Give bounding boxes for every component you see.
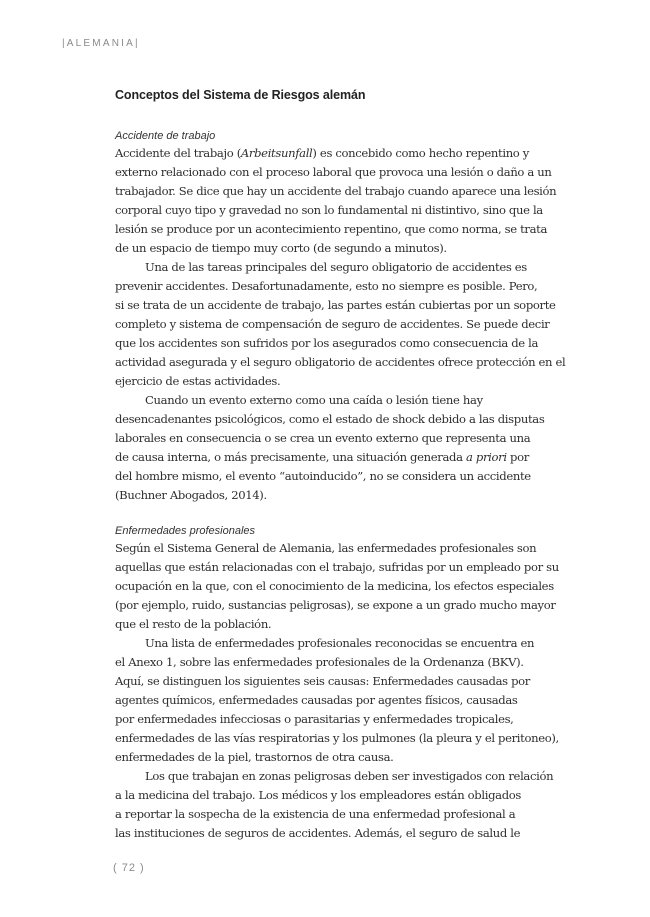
subhead-accidente-de-trabajo: Accidente de trabajo: [115, 130, 216, 142]
paragraph-tareas-seguro: [115, 258, 577, 391]
text-line: Una de las tareas principales del seguro obligatorio de accidentes es: [145, 260, 527, 274]
text-line: (por ejemplo, ruido, sustancias peligrosas), se expone a un grado mucho mayor: [115, 598, 556, 612]
text-line: ejercicio de estas actividades.: [115, 374, 281, 388]
paragraph-zonas-peligrosas: [115, 767, 577, 843]
text-line: de un espacio de tiempo muy corto (de segundo a minutos).: [115, 241, 447, 255]
text-line: aquellas que están relacionadas con el trabajo, sufridas por un empleado por su: [115, 560, 559, 574]
term-arbeitsunfall: Arbeitsunfall: [240, 146, 313, 160]
text-line: ocupación en la que, con el conocimiento de la medicina, los efectos especiales: [115, 579, 554, 593]
paragraph-evento-externo: [115, 391, 577, 505]
text-line: corporal cuyo tipo y gravedad no son lo fundamental ni distintivo, sino que la: [115, 203, 543, 217]
text-line: lesión se produce por un acontecimiento repentino, que como norma, se trata: [115, 222, 548, 236]
text-line: Los que trabajan en zonas peligrosas deben ser investigados con relación: [145, 769, 554, 783]
text-line: Una lista de enfermedades profesionales reconocidas se encuentra en: [145, 636, 535, 650]
subhead-enfermedades-profesionales: Enfermedades profesionales: [115, 525, 256, 537]
text-line: [115, 144, 577, 163]
paragraph-lista-enfermedades: [115, 634, 577, 767]
text-run: de causa interna, o más precisamente, una situación generada: [115, 450, 466, 464]
text-line: externo relacionado con el proceso laboral que provoca una lesión o daño a un: [115, 165, 552, 179]
text-line: agentes químicos, enfermedades causadas por agentes físicos, causadas: [115, 693, 518, 707]
running-head: |ALEMANIA|: [62, 38, 140, 49]
text-line: a reportar la sospecha de la existencia de una enfermedad profesional a: [115, 807, 516, 821]
page-number: ( 72 ): [113, 862, 145, 874]
text-line: que los accidentes son sufridos por los asegurados como consecuencia de la: [115, 336, 539, 350]
text-line: si se trata de un accidente de trabajo, las partes están cubiertas por un soporte: [115, 298, 556, 312]
text-line: el Anexo 1, sobre las enfermedades profesionales de la Ordenanza (BKV).: [115, 655, 524, 669]
text-line: enfermedades de las vías respiratorias y los pulmones (la pleura y el peritoneo),: [115, 731, 559, 745]
text-line: trabajador. Se dice que hay un accidente del trabajo cuando aparece una lesión: [115, 184, 557, 198]
text-line: a la medicina del trabajo. Los médicos y los empleadores están obligados: [115, 788, 522, 802]
text-line: [115, 448, 577, 467]
text-line: por enfermedades infecciosas o parasitarias y enfermedades tropicales,: [115, 712, 514, 726]
paragraph-enfermedades-definicion: [115, 539, 577, 634]
text-line: desencadenantes psicológicos, como el estado de shock debido a las disputas: [115, 412, 545, 426]
text-line: del hombre mismo, el evento “autoinducido”, no se considera un accidente: [115, 469, 531, 483]
text-line: prevenir accidentes. Desafortunadamente, esto no siempre es posible. Pero,: [115, 279, 538, 293]
text-run: ) es concebido como hecho repentino y: [312, 146, 529, 160]
term-a-priori: a priori: [465, 450, 507, 464]
text-line: enfermedades de la piel, trastornos de otra causa.: [115, 750, 394, 764]
text-line: Según el Sistema General de Alemania, las enfermedades profesionales son: [115, 541, 537, 555]
text-line: que el resto de la población.: [115, 617, 272, 631]
text-line: laborales en consecuencia o se crea un evento externo que representa una: [115, 431, 531, 445]
text-line: Aquí, se distinguen los siguientes seis causas: Enfermedades causadas por: [115, 674, 530, 688]
text-line: Cuando un evento externo como una caída o lesión tiene hay: [145, 393, 483, 407]
text-run: por: [506, 450, 529, 464]
text-line: (Buchner Abogados, 2014).: [115, 488, 267, 502]
page-content: [115, 88, 577, 843]
text-line: completo y sistema de compensación de seguro de accidentes. Se puede decir: [115, 317, 550, 331]
paragraph-accidente-definicion: [115, 144, 577, 258]
text-run: Accidente del trabajo (: [115, 146, 241, 160]
section-title: Conceptos del Sistema de Riesgos alemán: [115, 88, 366, 102]
text-line: actividad asegurada y el seguro obligatorio de accidentes ofrece protección en el: [115, 355, 566, 369]
text-line: las instituciones de seguros de accidentes. Además, el seguro de salud le: [115, 826, 521, 840]
